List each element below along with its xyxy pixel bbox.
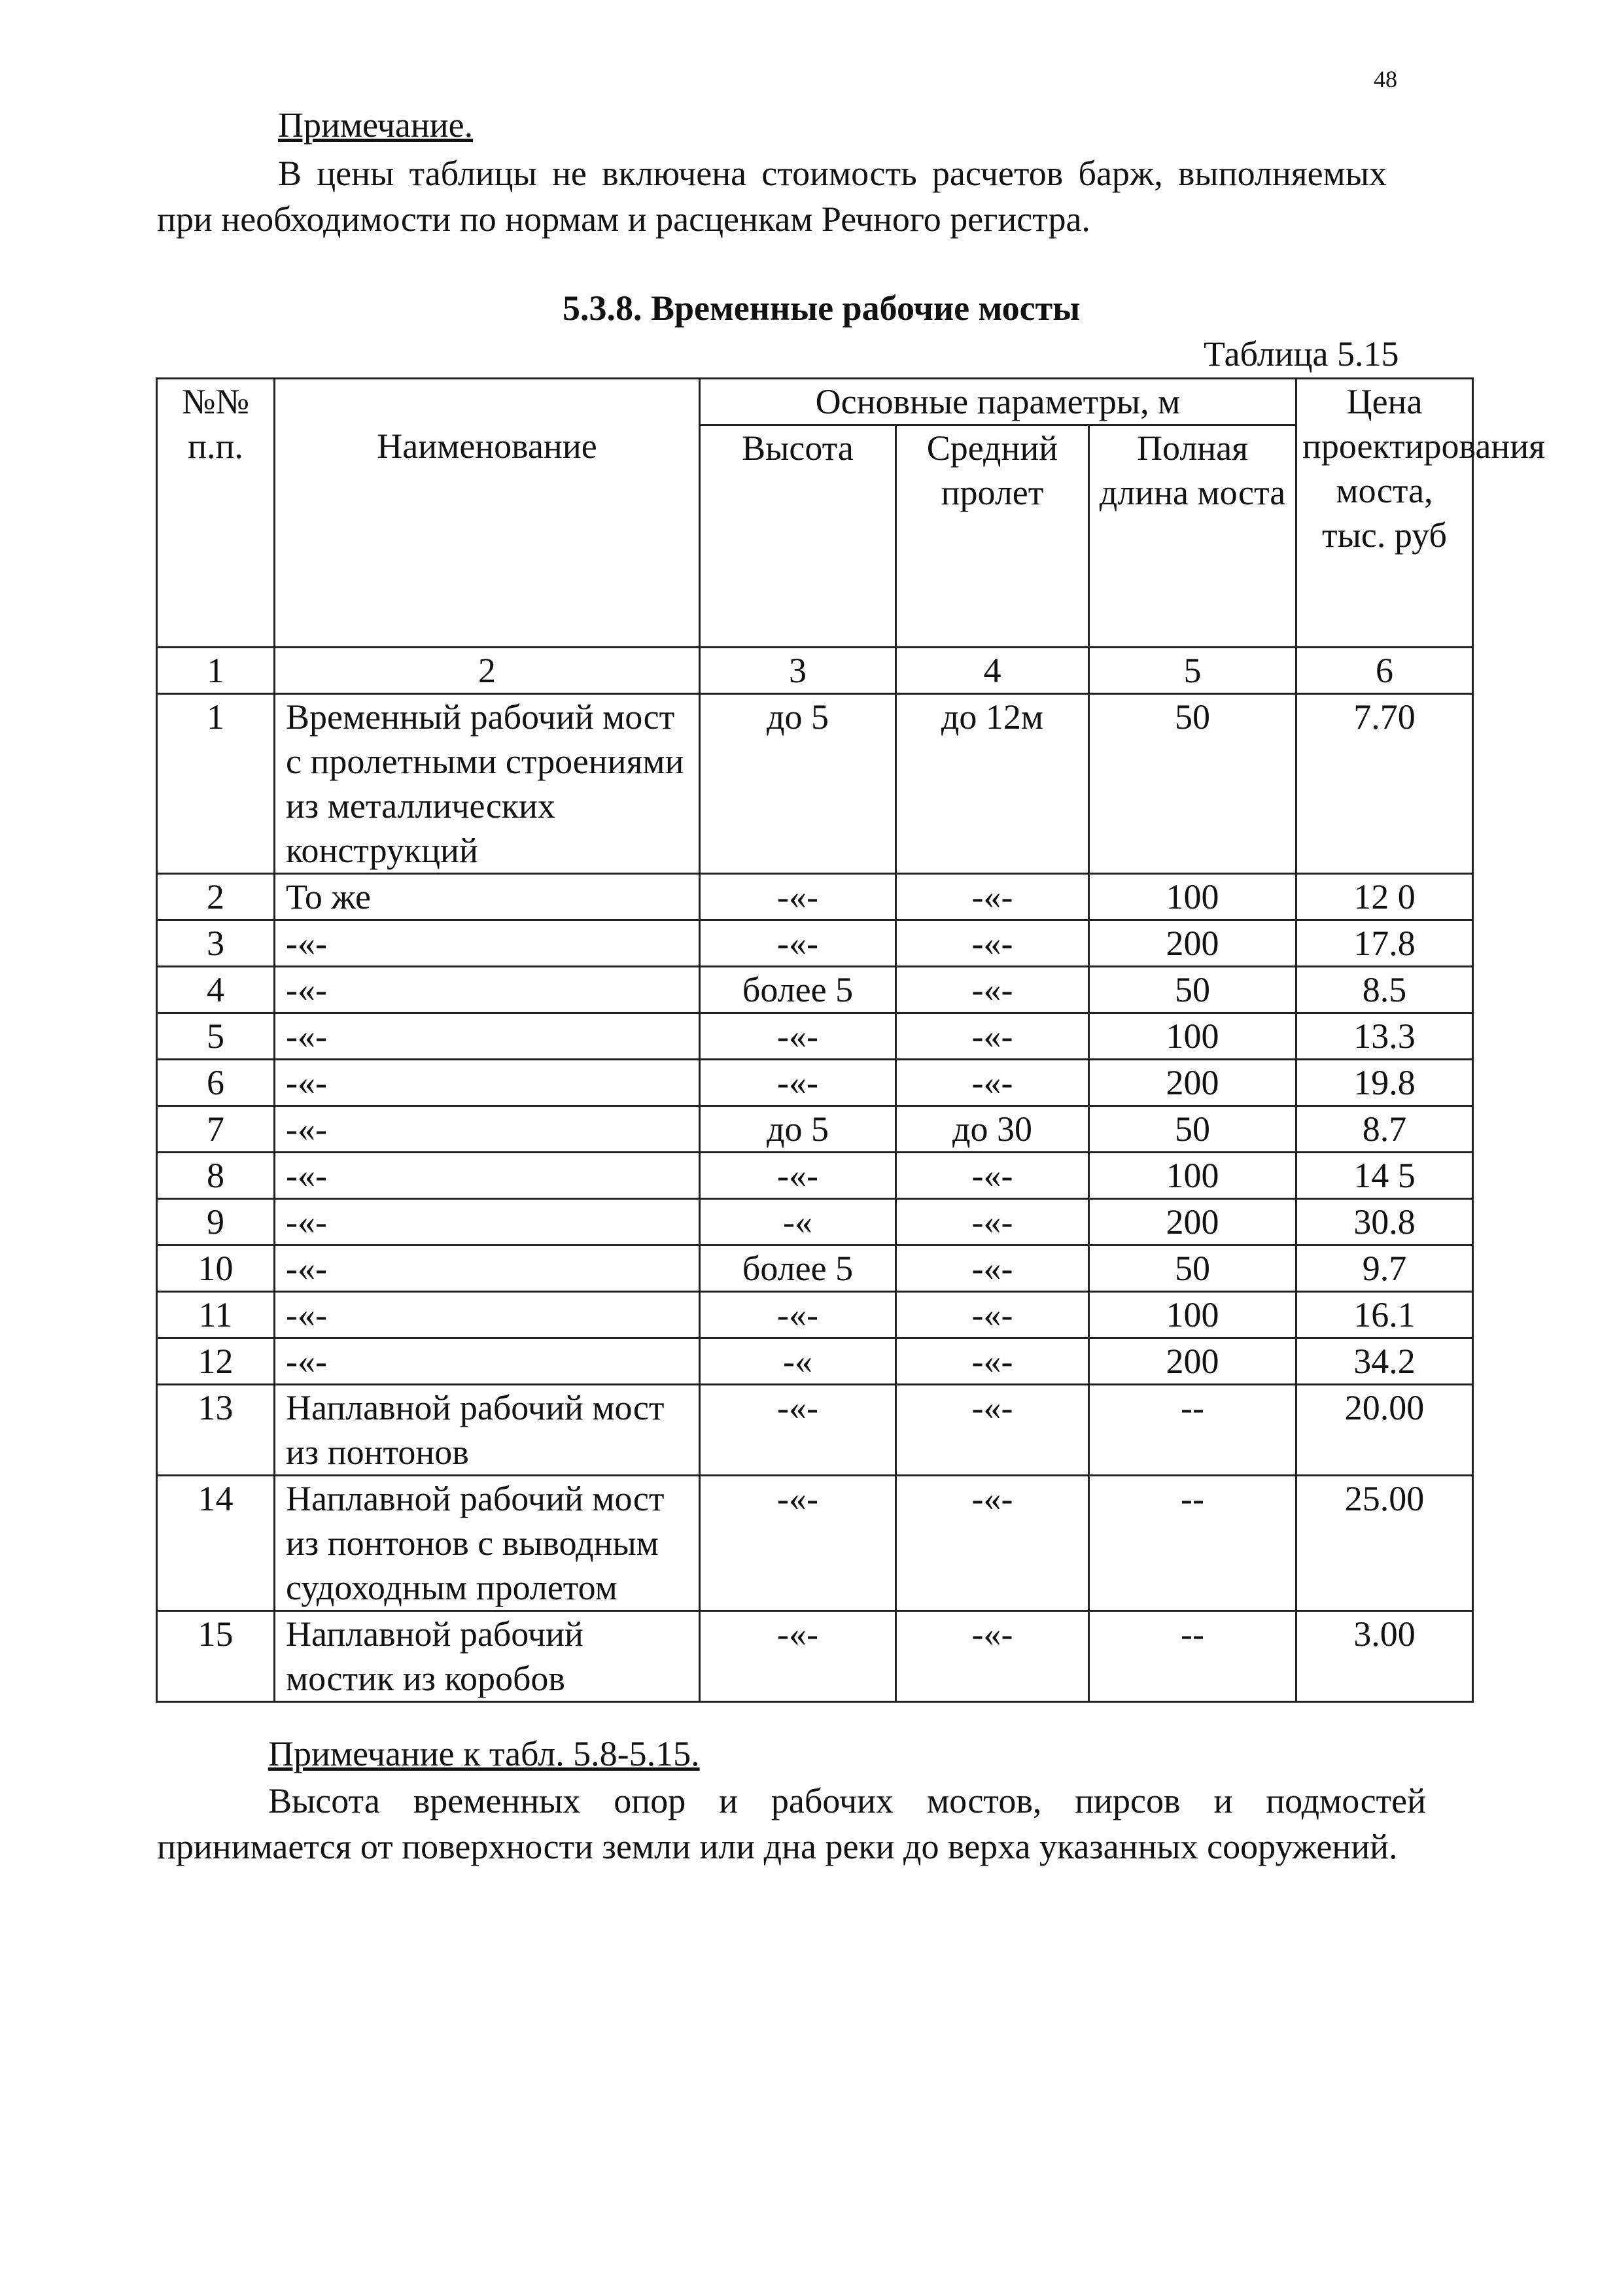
row-height: -«- [700,1611,896,1702]
row-span: -«- [896,1153,1089,1199]
row-num: 5 [157,1013,275,1060]
row-length: 50 [1089,967,1296,1013]
row-span: -«- [896,1060,1089,1106]
col-number: 5 [1089,648,1296,694]
header-name: Наименование [275,379,700,648]
header-span: Средний пролет [896,425,1089,648]
column-number-row [157,648,1473,694]
page-number: 48 [1374,66,1397,92]
row-span: -«- [896,1292,1089,1338]
row-span: -«- [896,1476,1089,1611]
row-length: 200 [1089,920,1296,967]
row-name: -«- [275,1106,700,1153]
row-price: 30.8 [1296,1199,1473,1245]
row-span: до 30 [896,1106,1089,1153]
row-name: Временный рабочий мост с пролетными строениями из металлических конструкций [275,694,700,874]
row-price: 13.3 [1296,1013,1473,1060]
row-height: до 5 [700,1106,896,1153]
row-height: -« [700,1199,896,1245]
row-height: -«- [700,1153,896,1199]
row-length: 200 [1089,1338,1296,1385]
row-span: -«- [896,920,1089,967]
table-row [157,874,1473,920]
row-num: 12 [157,1338,275,1385]
row-length: -- [1089,1476,1296,1611]
row-price: 25.00 [1296,1476,1473,1611]
table-row [157,1013,1473,1060]
row-price: 12 0 [1296,874,1473,920]
col-number: 6 [1296,648,1473,694]
row-length: 50 [1089,1106,1296,1153]
row-num: 7 [157,1106,275,1153]
table-row [157,967,1473,1013]
row-price: 3.00 [1296,1611,1473,1702]
table-row [157,920,1473,967]
row-price: 14 5 [1296,1153,1473,1199]
col-number: 4 [896,648,1089,694]
row-height: -«- [700,1060,896,1106]
row-length: -- [1089,1611,1296,1702]
row-name: Наплавной рабочий мостик из коробов [275,1611,700,1702]
row-name: -«- [275,1199,700,1245]
row-span: -«- [896,1199,1089,1245]
col-number: 1 [157,648,275,694]
row-price: 20.00 [1296,1385,1473,1476]
table-row [157,1060,1473,1106]
row-price: 16.1 [1296,1292,1473,1338]
row-price: 7.70 [1296,694,1473,874]
row-height: -«- [700,1013,896,1060]
row-name: -«- [275,1338,700,1385]
row-length: 50 [1089,1245,1296,1292]
table-row [157,1476,1473,1611]
row-span: -«- [896,1611,1089,1702]
table-row [157,694,1473,874]
header-params: Основные параметры, м [700,379,1296,425]
row-num: 13 [157,1385,275,1476]
row-name: -«- [275,1013,700,1060]
col-number: 2 [275,648,700,694]
header-height: Высота [700,425,896,648]
row-name: -«- [275,920,700,967]
table-row [157,1292,1473,1338]
row-height: -«- [700,1476,896,1611]
row-num: 1 [157,694,275,874]
row-num: 10 [157,1245,275,1292]
header-length: Полная длина моста [1089,425,1296,648]
row-name: -«- [275,1292,700,1338]
row-num: 9 [157,1199,275,1245]
table-note-title: Примечание к табл. 5.8-5.15. [268,1734,700,1773]
row-length: 100 [1089,1013,1296,1060]
row-name: -«- [275,967,700,1013]
row-span: -«- [896,1338,1089,1385]
section-title: 5.3.8. Временные рабочие мосты [563,288,1081,328]
row-length: 100 [1089,874,1296,920]
row-height: -«- [700,920,896,967]
note-title: Примечание. [278,105,474,145]
table-row [157,1106,1473,1153]
row-height: -« [700,1338,896,1385]
row-length: 50 [1089,694,1296,874]
note-text: В цены таблицы не включена стоимость расчетов барж, выполняемых при необходимости по нормам и расценкам Речного регистра. [157,154,1387,239]
row-length: 100 [1089,1153,1296,1199]
row-length: 100 [1089,1292,1296,1338]
header-price: Цена проектирования моста, тыс. руб [1296,379,1473,648]
row-num: 4 [157,967,275,1013]
header-num: №№ п.п. [157,379,275,648]
row-span: -«- [896,1245,1089,1292]
row-name: -«- [275,1245,700,1292]
row-name: Наплавной рабочий мост из понтонов [275,1385,700,1476]
row-name: То же [275,874,700,920]
row-price: 8.5 [1296,967,1473,1013]
row-height: -«- [700,1385,896,1476]
row-num: 3 [157,920,275,967]
row-num: 15 [157,1611,275,1702]
table-note-text: Высота временных опор и рабочих мостов, пирсов и подмостей принимается от поверхности земли или дна реки до верха указанных сооружений. [157,1781,1426,1866]
table-row [157,1199,1473,1245]
bridges-table [156,377,1545,1703]
row-price: 19.8 [1296,1060,1473,1106]
table-row [157,1611,1473,1702]
row-height: -«- [700,874,896,920]
row-span: -«- [896,874,1089,920]
row-height: более 5 [700,1245,896,1292]
row-length: -- [1089,1385,1296,1476]
row-length: 200 [1089,1199,1296,1245]
table-row [157,1385,1473,1476]
row-num: 14 [157,1476,275,1611]
row-length: 200 [1089,1060,1296,1106]
row-height: более 5 [700,967,896,1013]
row-span: до 12м [896,694,1089,874]
row-num: 11 [157,1292,275,1338]
row-price: 34.2 [1296,1338,1473,1385]
row-height: до 5 [700,694,896,874]
row-num: 6 [157,1060,275,1106]
row-span: -«- [896,1013,1089,1060]
row-price: 9.7 [1296,1245,1473,1292]
col-number: 3 [700,648,896,694]
row-span: -«- [896,967,1089,1013]
table-row [157,1153,1473,1199]
table-row [157,1338,1473,1385]
row-name: -«- [275,1060,700,1106]
row-num: 2 [157,874,275,920]
row-span: -«- [896,1385,1089,1476]
table-label: Таблица 5.15 [1204,334,1399,374]
row-name: Наплавной рабочий мост из понтонов с выводным судоходным пролетом [275,1476,700,1611]
row-price: 8.7 [1296,1106,1473,1153]
row-num: 8 [157,1153,275,1199]
row-height: -«- [700,1292,896,1338]
row-price: 17.8 [1296,920,1473,967]
table-row [157,1245,1473,1292]
row-name: -«- [275,1153,700,1199]
